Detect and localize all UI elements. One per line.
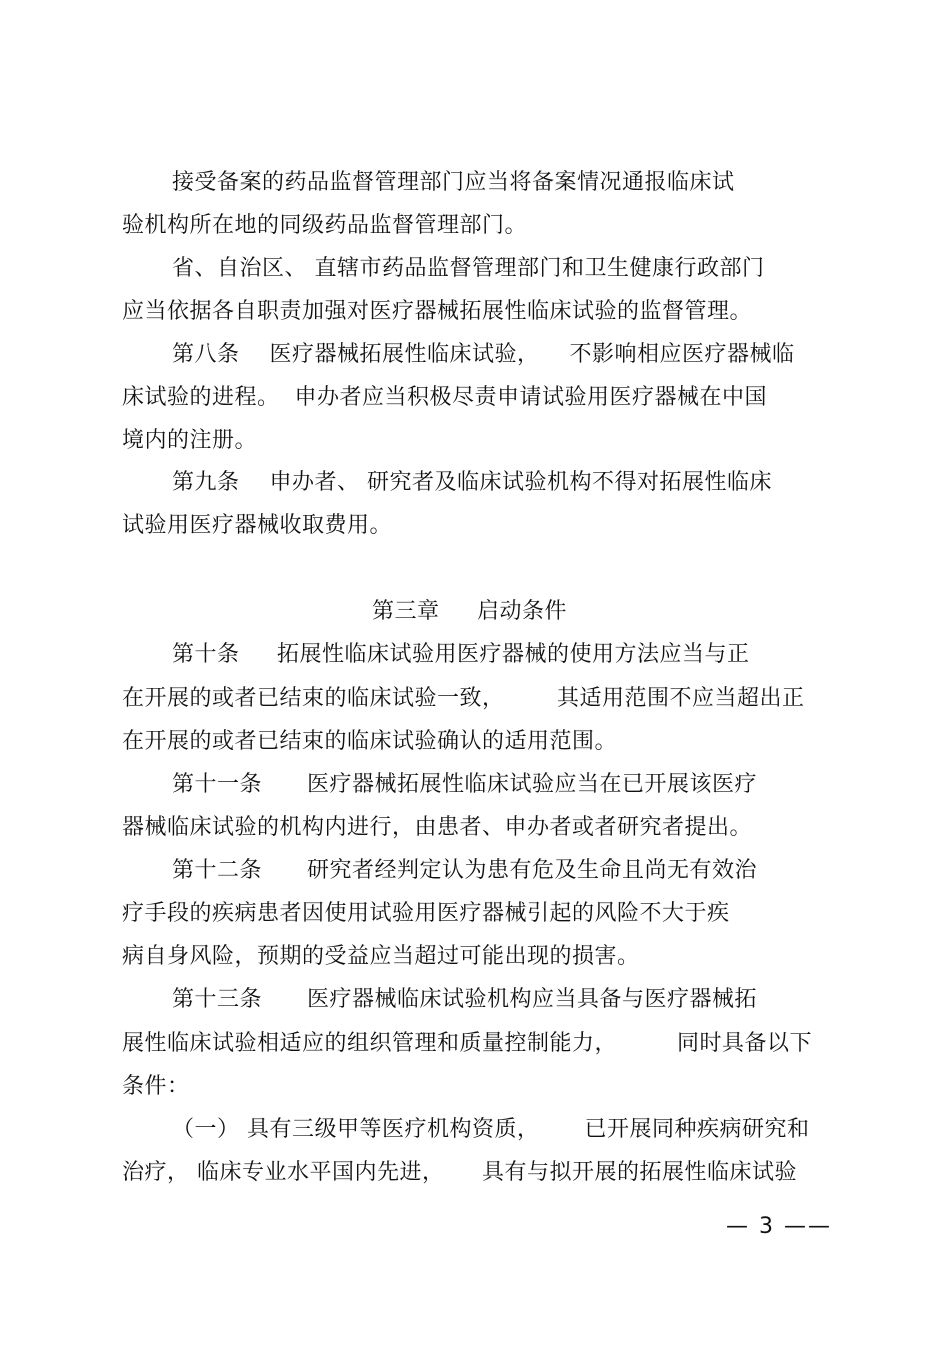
article-12-line: 第十二条 研究者经判定认为患有危及生命且尚无有效治 (172, 858, 757, 883)
paragraph-line: 应当依据各自职责加强对医疗器械拓展性临床试验的监督管理。 (122, 299, 753, 324)
article-11-line: 第十一条 医疗器械拓展性临床试验应当在已开展该医疗 (172, 772, 757, 797)
paragraph-line: 疗手段的疾病患者因使用试验用医疗器械引起的风险不大于疾 (122, 901, 730, 926)
article-10-line: 第十条 拓展性临床试验用医疗器械的使用方法应当与正 (172, 642, 750, 667)
paragraph-line: 在开展的或者已结束的临床试验确认的适用范围。 (122, 729, 618, 754)
paragraph-line: 境内的注册。 (122, 428, 258, 453)
paragraph-line: 床试验的进程。 申办者应当积极尽责申请试验用医疗器械在中国 (122, 385, 767, 410)
page-number: — 3 —— (726, 1214, 832, 1239)
article-13-line: 第十三条 医疗器械临床试验机构应当具备与医疗器械拓 (172, 987, 757, 1012)
article-8-line: 第八条 医疗器械拓展性临床试验， 不影响相应医疗器械临 (172, 342, 795, 367)
paragraph-line: 条件： (122, 1074, 190, 1099)
paragraph-line: 接受备案的药品监督管理部门应当将备案情况通报临床试 (172, 170, 735, 195)
paragraph-line: 展性临床试验相适应的组织管理和质量控制能力， 同时具备以下 (122, 1031, 812, 1056)
paragraph-line: 省、自治区、 直辖市药品监督管理部门和卫生健康行政部门 (172, 256, 765, 281)
list-item-line: （一） 具有三级甲等医疗机构资质， 已开展同种疾病研究和 (172, 1117, 810, 1142)
paragraph-line: 治疗， 临床专业水平国内先进， 具有与拟开展的拓展性临床试验 (122, 1160, 797, 1185)
paragraph-line: 在开展的或者已结束的临床试验一致， 其适用范围不应当超出正 (122, 686, 805, 711)
paragraph-line: 器械临床试验的机构内进行，由患者、申办者或者研究者提出。 (122, 815, 753, 840)
chapter-heading: 第三章 启动条件 (372, 599, 567, 624)
paragraph-line: 病自身风险，预期的受益应当超过可能出现的损害。 (122, 944, 640, 969)
article-9-line: 第九条 申办者、 研究者及临床试验机构不得对拓展性临床 (172, 470, 772, 495)
paragraph-line: 验机构所在地的同级药品监督管理部门。 (122, 213, 528, 238)
paragraph-line: 试验用医疗器械收取费用。 (122, 513, 393, 538)
